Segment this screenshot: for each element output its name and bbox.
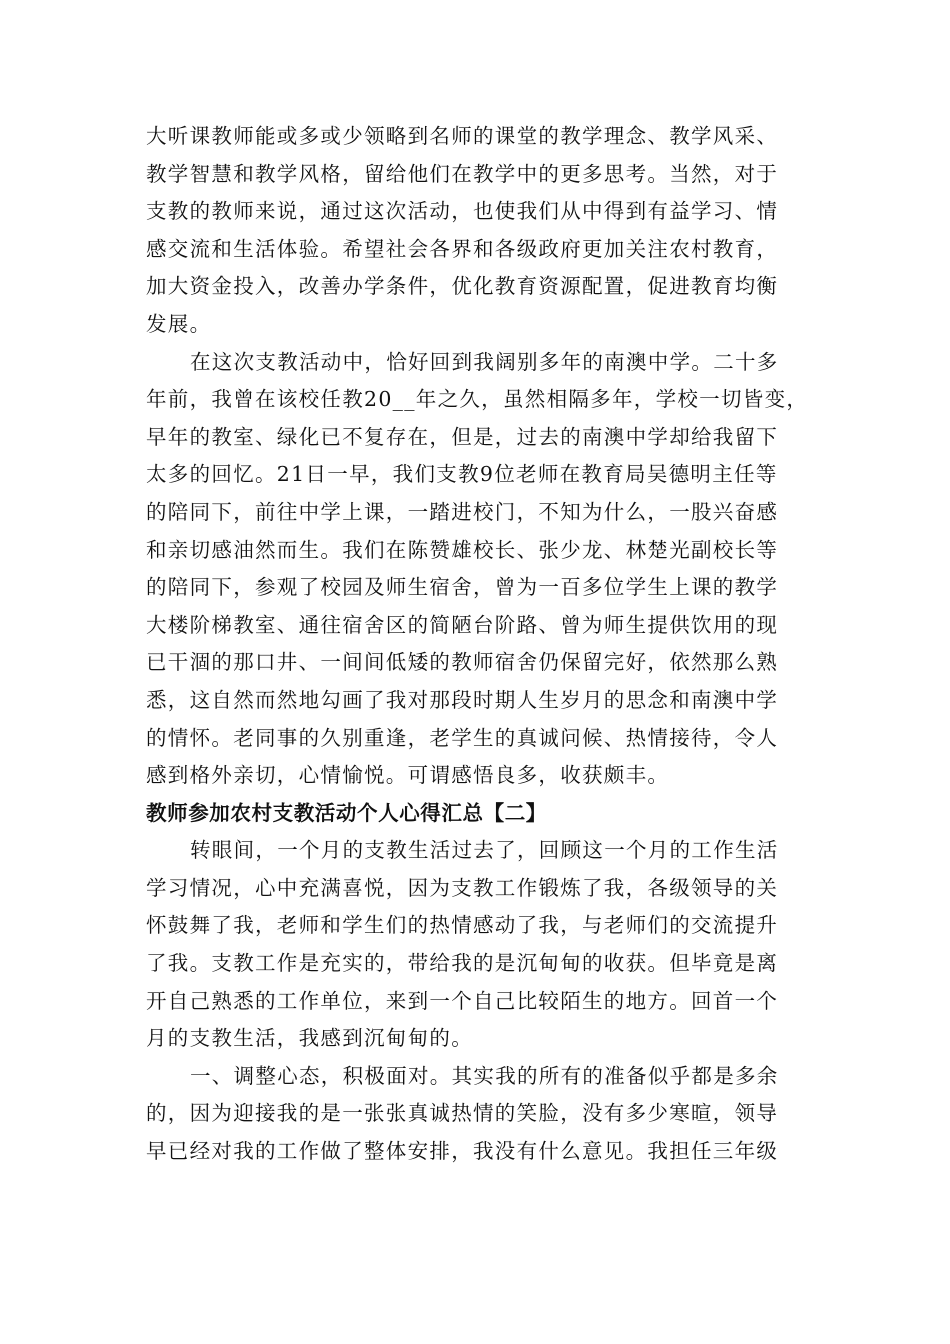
text-line: 转眼间，一个月的支教生活过去了，回顾这一个月的工作生活	[190, 838, 779, 863]
text-line: 怀鼓舞了我，老师和学生们的热情感动了我，与老师们的交流提升	[146, 913, 779, 938]
text-line: 加大资金投入，改善办学条件，优化教育资源配置，促进教育均衡	[146, 274, 779, 299]
text-line: 感交流和生活体验。希望社会各界和各级政府更加关注农村教育，	[146, 236, 779, 261]
text-line: 支教的教师来说，通过这次活动，也使我们从中得到有益学习、情	[146, 199, 779, 224]
section-heading-text: 教师参加农村支教活动个人心得汇总【二】	[146, 800, 547, 825]
text-line: 和亲切感油然而生。我们在陈赞雄校长、张少龙、林楚光副校长等	[146, 537, 779, 562]
text-line: 在这次支教活动中，恰好回到我阔别多年的南澳中学。二十多	[190, 349, 779, 374]
text-line: 学习情况，心中充满喜悦，因为支教工作锻炼了我，各级领导的关	[146, 875, 779, 900]
text-line: 的情怀。老同事的久别重逢，老学生的真诚问候、热情接待，令人	[146, 725, 779, 750]
text-line: 的，因为迎接我的是一张张真诚热情的笑脸，没有多少寒暄，领导	[146, 1101, 779, 1126]
text-line: 年前，我曾在该校任教20__年之久，虽然相隔多年，学校一切皆变，	[146, 387, 809, 412]
text-line: 教学智慧和教学风格，留给他们在教学中的更多思考。当然，对于	[146, 161, 779, 186]
document-body	[146, 118, 809, 1171]
text-line: 开自己熟悉的工作单位，来到一个自己比较陌生的地方。回首一个	[146, 988, 779, 1013]
text-line: 的陪同下，前往中学上课，一踏进校门，不知为什么，一股兴奋感	[146, 499, 779, 524]
text-line: 大楼阶梯教室、通往宿舍区的简陋台阶路、曾为师生提供饮用的现	[146, 612, 779, 637]
paragraph-adjust-mindset	[146, 1058, 806, 1171]
paragraph-closing-remarks	[146, 118, 806, 344]
text-line: 悉，这自然而然地勾画了我对那段时期人生岁月的思念和南澳中学	[146, 687, 779, 712]
text-line: 的陪同下，参观了校园及师生宿舍，曾为一百多位学生上课的教学	[146, 575, 779, 600]
text-line: 一、调整心态，积极面对。其实我的所有的准备似乎都是多余	[190, 1063, 779, 1088]
text-line: 感到格外亲切，心情愉悦。可谓感悟良多，收获颇丰。	[146, 763, 670, 788]
text-line: 了我。支教工作是充实的，带给我的是沉甸甸的收获。但毕竟是离	[146, 951, 779, 976]
paragraph-nanao-school	[146, 344, 809, 795]
text-line: 大听课教师能或多或少领略到名师的课堂的教学理念、教学风采、	[146, 124, 779, 148]
text-line: 早已经对我的工作做了整体安排，我没有什么意见。我担任三年级	[146, 1139, 779, 1164]
text-line: 已干涸的那口井、一间间低矮的教师宿舍仍保留完好，依然那么熟	[146, 650, 779, 675]
text-line: 月的支教生活，我感到沉甸甸的。	[146, 1026, 473, 1051]
text-line: 发展。	[146, 311, 212, 336]
section-heading	[146, 795, 806, 833]
text-line: 早年的教室、绿化已不复存在，但是，过去的南澳中学却给我留下	[146, 424, 779, 449]
text-line: 太多的回忆。21日一早，我们支教9位老师在教育局吴德明主任等	[146, 462, 778, 487]
paragraph-one-month-review	[146, 832, 806, 1058]
